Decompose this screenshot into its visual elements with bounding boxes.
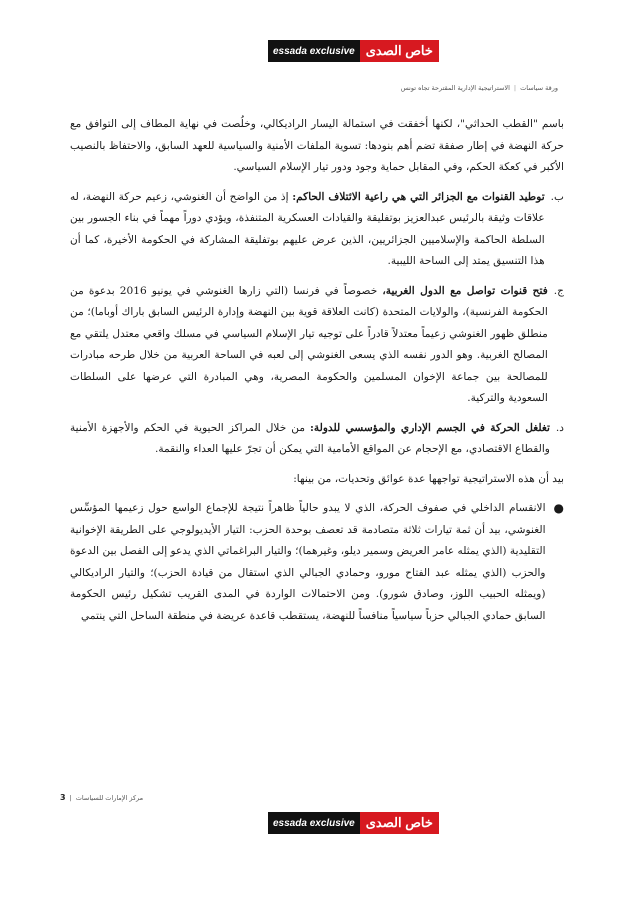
brand-latin: essada exclusive [268,40,360,62]
item-body [70,418,550,461]
page-footer [60,793,143,802]
intro-paragraph: باسم "القطب الحداثي"، لكنها أخفقت في استمالة اليسار الراديكالي، وخلُصت في نهاية المطاف إلى التوافق مع حركة النهضة في إطار صفقة تضم أهم بنودها: تسوية الملفات الأمنية والسياسية للعهد السابق، والاحتفاظ بالنصيب الأكبر في كعكة الحكم، وفي المقابل حماية وجود ودور تيار الإسلام السياسي. [70,118,564,173]
brand-logo-bottom [268,812,439,834]
item-text: خصوصاً في فرنسا (التي زارها الغنوشي في يونيو 2016 بدعوة من الحكومة الفرنسية)، والولايات المتحدة (كانت العلاقة قوية بين النهضة وإدارة الرئيس السابق باراك أوباما)؛ من منطلق ظهور الغنوشي زعيماً معتدلاً قادراً على توجيه تيار الإسلام السياسي في مسلك واقعي معتدل يلتقي مع المصالح الغربية. وهو الدور نفسه الذي يسعى الغنوشي إلى لعبه في الساحة العربية من خلال طرحه مبادرات للمصالحة بين جماعة الإخوان المسلمين والحكومة المصرية، وهي المبادرة التي عرضها على السلطات السعودية والتركية. [70,284,548,404]
transition-paragraph: بيد أن هذه الاستراتيجية تواجهها عدة عوائق وتحديات، من بينها: [293,472,564,485]
item-letter: د. [555,421,564,434]
document-body [70,114,564,627]
item-title: فتح قنوات تواصل مع الدول الغربية، [382,284,548,297]
item-letter: ج. [553,284,564,297]
bullet-item [70,498,564,627]
item-title: توطيد القنوات مع الجزائر التي هي راعية الائتلاف الحاكم: [292,190,545,203]
bullet-dot-icon: ● [553,501,564,515]
item-body [70,187,545,273]
list-item [70,187,564,273]
brand-arabic: خاص الصدى [360,812,439,834]
header-separator: | [513,84,517,92]
brand-logo-top [268,40,439,62]
item-text: إذ من الواضح أن الغنوشي، زعيم حركة النهضة، له علاقات وثيقة بالرئيس عبدالعزيز بوتفليقة والقيادات العسكرية المتنفذة، ويؤدي دوراً مهماً في بناء الجسور بين السلطة الحاكمة والإسلاميين الجزائريين، الذين عرض عليهم بوتفليقة المشاركة في الحكومة الأخيرة، كما أن هذا التنسيق يمتد إلى الساحة الليبية. [70,190,545,267]
brand-arabic: خاص الصدى [360,40,439,62]
page-number: 3 [60,793,66,802]
list-item [70,281,564,410]
footer-label: مركز الإمارات للسياسات [75,793,144,802]
footer-separator: | [69,793,72,802]
list-item [70,418,564,461]
running-header [401,84,558,92]
header-left-part: ورقة سياسات [520,84,558,92]
bullet-text: الانقسام الداخلي في صفوف الحركة، الذي لا يبدو حالياً ظاهراً نتيجة للإجماع الواسع حول زعيمها المؤسِّس الغنوشي، بيد أن ثمة تيارات ثلاثة متصادمة قد تعصف بوحدة الحزب: التيار الأيديولوجي على الطريقة الإخوانية التقليدية (الذي يمثله عامر العريض وسمير ديلو، وغيرهما)؛ والتيار البراغماتي الذي يدعو إلى الفصل بين الدعوة والحزب (الذي يمثله عبد الفتاح مورو، وحمادي الجبالي الذي استقال من قيادة الحزب)؛ والتيار الراديكالي (ويمثله الحبيب اللوز، وصادق شورو). ومن الاحتمالات الواردة في المدى القريب تشكيل رئيس الحكومة السابق حمادي الجبالي حزباً سياسياً منافساً للنهضة، يستقطب قاعدة عريضة في منطقة الساحل التي ينتمي [70,502,546,622]
header-right-part: الاستراتيجية الإدارية المقترحة تجاه تونس [400,84,510,92]
brand-latin: essada exclusive [268,812,360,834]
item-letter: ب. [550,190,564,203]
item-text: من خلال المراكز الحيوية في الحكم والأجهزة الأمنية والقطاع الاقتصادي، مع الإحجام عن المواقع الأمامية التي يمكن أن تجرّ عليها العداء والنقمة. [70,421,550,455]
item-title: تغلغل الحركة في الجسم الإداري والمؤسسي للدولة: [310,421,550,434]
item-body [70,281,548,410]
